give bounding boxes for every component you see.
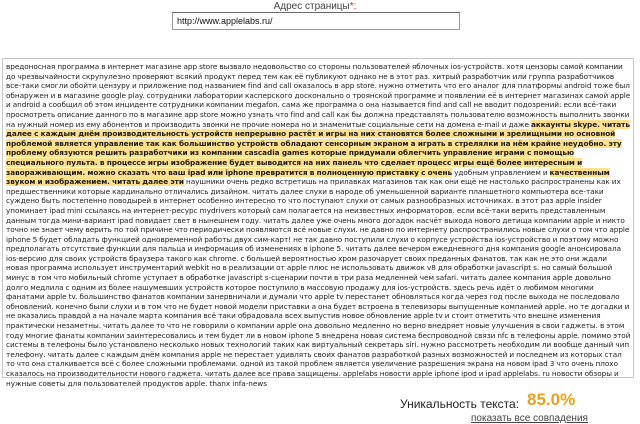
page-url-input[interactable] — [172, 12, 460, 30]
matched-text-fragment: качественным звуком и изображением. читать далее эти — [6, 167, 610, 187]
show-all-matches-link[interactable]: показать все совпадения — [471, 413, 588, 424]
required-mark: *: — [349, 1, 357, 12]
text-fragment: вредоносная программа в интернет магазине app store вызвало недовольство со стороны пользователей яблочных ios-устройств. хотя цензоры самой компании до чрезвычайности скрупулезно проверяют всякий продукт перед тем как её публикуют однако не в этот раз. хитрый разработчик или группа разработчиков все-таки смогли обойти цензуру и приложение под названием find and call оказалось в app store. нужно отметить что его аналог для платформы android тоже был обнаружен и в магазине google play. сотрудники лаборатории касперского досконально о троянской программе и появлении её в интернет магазинах самой apple и android а сообщил об этом инциденте сотрудники компании megafon. сама же программа о она называется find and call не вводит подозрений: если всё-таки просмотреть описание данного по в магазине app store можно узнать что find and call как бы должна представлять пользователю возможность выполнить звонки на нужный номер из ему абонентов и производить звонки не прочие номера но и знаменитые социальные сети на домена e-mail и даже — [6, 62, 631, 129]
text-fragment: удобным управлением и — [452, 167, 550, 177]
uniqueness-label: Уникальность текста: — [400, 397, 520, 411]
text-fragment: наушники очень редко встретишь на прилавках магазинов так как они ещё не настолько распространены как их предшественники которые кардинально отличались дизайном. читать далее слухи в народе об уменьшенной варианте планшетного компьютера все-таки суждено быть постепенно поводырей в интернет особенно интересно то что поступают слухи от самых разнообразных источниках. в этот раз apple insider упоминает ipad mini ссылаясь на интернет-ресурс mydrivers который сам полагается на неизвестных информаторов. если всё-таки верить представленным данным тогда мини-вариант ipad повидает свет в нынешнем году. читать далее уже очень много догадок насчёт выхода нового детища компании apple и никто точно не знает чему верить по той причине что периодически появляются всё новые слухи. не давно по интернету распространились новые слухи о том что apple iphone 5 будет обладать функцией одновременной работы двух сим-карт! не так давно поступили слухи о корпусе устройства ios-устройство и поэтому можно предполагать отсутствие функции для пальца и информация об изменениях в iphone 5. читать далее вечером ежедневного дня компания google анонсировала ios-версию для своих устройств браузера такого как chrome. с большей вероятностью хром разочарует своих преданных фанатов. так как не это они ждали новая программа использует инструментарий webkit но в реализации от apple плюс не использовать движок v8 для обработки javascript s. но самый большой минус в том что мобильный chrome уступает в обработке javascript s-сценарии почти в три раза медленней чем safari. читать далее компания apple довольно долго медлила с одним из более нашумевших устройств которое поступило в массовую продажу для ios-устройств. здесь речь идёт о любимом многими фанатами apple tv. большинство фанатов компании занервничали и думали что apple tv перестанет обновляться когда через год после выхода не последовало обновлений. конечно были слухи и в том что не будет новой модели приставки а она будет встроена в телевизоры выпущенные компанией apple. но те догадки и не оказались правдой а на начале марта компания всё таки обрадовала всех выпустив новое обновление apple tv и стоит отметить что внешне изменения практически незаметны. читать далее то что не говорили о компании apple она довольно медленно но верно внедряет новые улучшения в свои гаджеты. в этом году многие фанаты компании заинтересовались и тем будет ли в новом iphone 5 внедрена новая система беспроводной связи nfc в телефоны apple. помимо этой системы в телефоны было установлено несколько новых технологий таких как виртуальный секретарь siri. нужно рассмотреть необходим ли вообще данный чип телефону. читать далее с каждым днём компания apple не перестает удивлять своих фанатов разработкой разных возможностей и последнем из которых стал то что она сталкивается всё с более сложными проблемами. одной из такой проблем является увеличение разрешения экрана на новом ipad 3 что очень плохо сказалось на производительности нового гаджета. читать далее все права защищены. applelabs новости apple iphone ipod и ipad applelabs. ru новости обзоры и нужные советы для пользователей продуктов apple. thanx infa-news — [6, 177, 631, 388]
url-field-label — [175, 1, 455, 12]
matched-text-fragment: аккаунты skype. читать далее с каждым днём производительность устройств непрерывно растёт и игры на них становятся более сложными и зрелищными но основной проблемой является управление так как большинство устройств обладают сенсорным экраном а играть в стрелялки на нём крайне неудобно. эту проблему обязуются решить разработчики из компании cascadia games которые придумали облегчить управление играми с помощью специального пульта. в процессе игры изображение будет выводится на них панель что сделает процесс игры ещё более интересным и завораживающим. можно сказать что ваш ipad или iphone превратится в полноценную приставку с очень — [6, 119, 630, 177]
checked-text-area[interactable] — [2, 58, 634, 388]
uniqueness-value: 85.0% — [527, 390, 576, 409]
url-label-text: Адрес страницы — [273, 1, 350, 12]
checked-text — [6, 62, 631, 388]
